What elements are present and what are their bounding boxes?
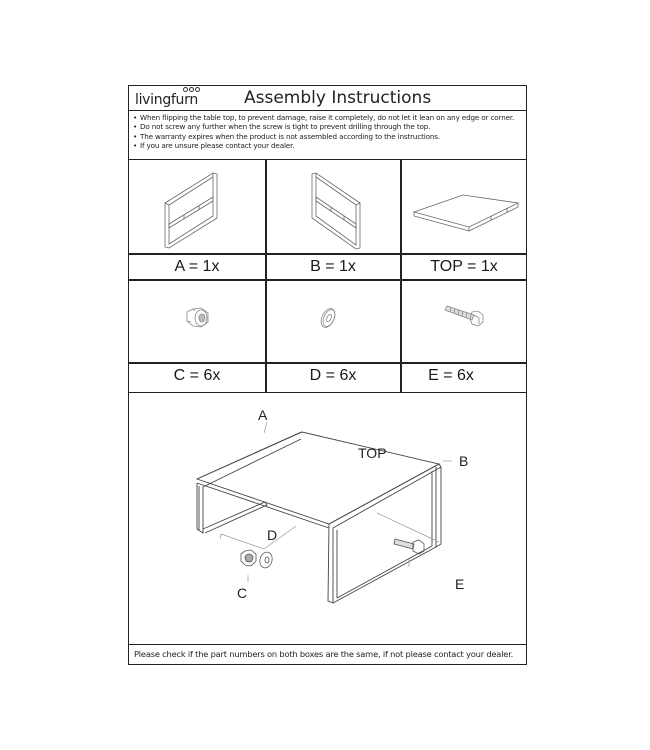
- page-title: Assembly Instructions: [244, 88, 432, 108]
- part-b-label: B = 1x: [310, 258, 356, 275]
- brand-name: livingfurn: [135, 92, 198, 108]
- washer-icon: [266, 280, 400, 362]
- part-e-label: E = 6x: [428, 367, 474, 384]
- note-item: • The warranty expires when the product is not assembled according to the instructions.: [133, 132, 526, 141]
- part-c-label: C = 6x: [173, 367, 221, 384]
- note-item: • If you are unsure please contact your dealer.: [133, 141, 526, 150]
- bolt-icon: [401, 280, 527, 362]
- callout-top: TOP: [358, 445, 387, 461]
- part-b-cell: [266, 160, 400, 253]
- assembly-diagram: [129, 393, 526, 645]
- diagram-washer-icon: [258, 551, 274, 570]
- diagram-nut-icon: [241, 550, 256, 566]
- table-assembly-illustration: [129, 393, 528, 645]
- part-a-cell: [129, 160, 265, 253]
- callout-d: D: [267, 527, 278, 543]
- logo-dots-icon: [183, 87, 200, 92]
- instruction-sheet: [128, 85, 527, 665]
- part-d-cell: [266, 280, 400, 362]
- table-top-icon: [401, 160, 527, 253]
- part-d-label: D = 6x: [309, 367, 357, 384]
- callout-a: A: [258, 407, 268, 423]
- callout-b: B: [459, 453, 469, 469]
- part-top-cell: [401, 160, 527, 253]
- note-item: • When flipping the table top, to prevent damage, raise it completely, do not let it lean on any edge or corner.: [133, 113, 526, 122]
- part-e-cell: [401, 280, 527, 362]
- part-top-label: TOP = 1x: [430, 258, 498, 275]
- footer-note: Please check if the part numbers on both boxes are the same, if not please contact your dealer.: [134, 649, 514, 659]
- nut-icon: [129, 280, 265, 362]
- notes-list: [129, 111, 526, 160]
- callout-e: E: [455, 576, 465, 592]
- side-frame-icon: [129, 160, 265, 253]
- diagram-bolt-icon: [394, 539, 424, 554]
- parts-grid: [129, 160, 526, 393]
- note-item: • Do not screw any further when the screw is tight to prevent drilling through the top.: [133, 122, 526, 131]
- callout-c: C: [237, 585, 248, 601]
- side-frame-icon: [266, 160, 400, 253]
- part-a-label: A = 1x: [174, 258, 220, 275]
- part-c-cell: [129, 280, 265, 362]
- header: [129, 86, 526, 111]
- brand-logo: [135, 92, 198, 108]
